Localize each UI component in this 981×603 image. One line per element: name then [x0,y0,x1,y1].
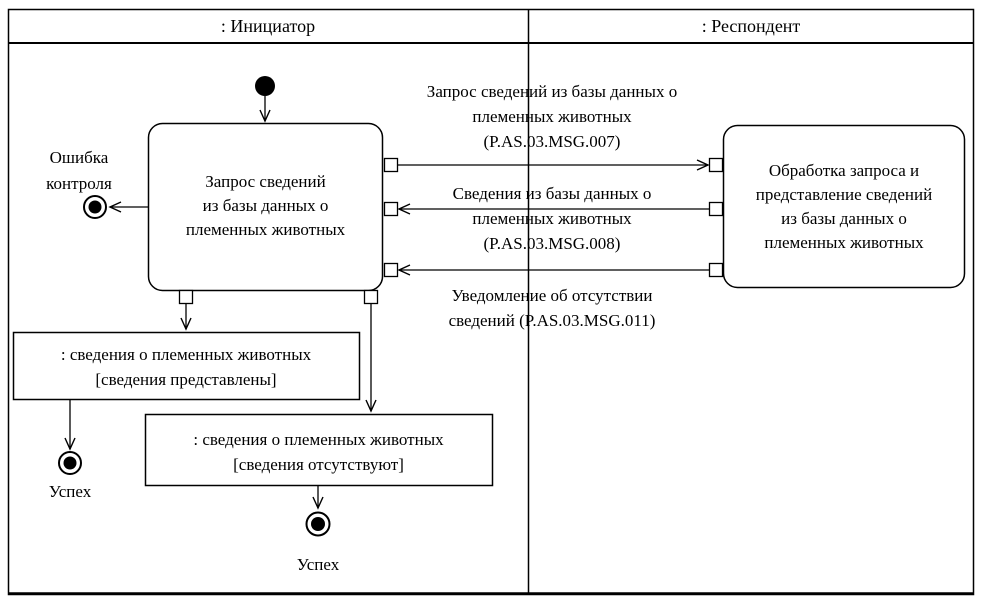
message-request-label: Запрос сведений из базы данных о племенных животных (P.AS.03.MSG.007) [426,82,678,151]
respondent-activity-label: Обработка запроса и представление сведений из базы данных о племенных животных [755,161,933,252]
success-left-final-node [59,452,81,474]
object-provided-label: : сведения о племенных животных [сведения представлены] [60,345,312,389]
initiator-activity-label: Запрос сведений из базы данных о племенных животных [185,172,346,239]
success-bottom-label: Успех [296,555,340,574]
success-bottom-final-node [307,513,330,536]
success-left-label: Успех [48,482,92,501]
message-data-label: Сведения из базы данных о племенных животных (P.AS.03.MSG.008) [452,184,652,253]
message-nodata-label: Уведомление об отсутствии сведений (P.AS.03.MSG.011) [448,286,656,330]
error-final-label: Ошибка контроля [46,148,112,193]
error-final-node [84,196,106,218]
lane-header-initiator: : Инициатор [220,16,316,36]
lane-header-respondent: : Респондент [701,16,801,36]
initial-node [255,76,275,96]
object-absent-label: : сведения о племенных животных [сведения отсутствуют] [193,430,444,474]
